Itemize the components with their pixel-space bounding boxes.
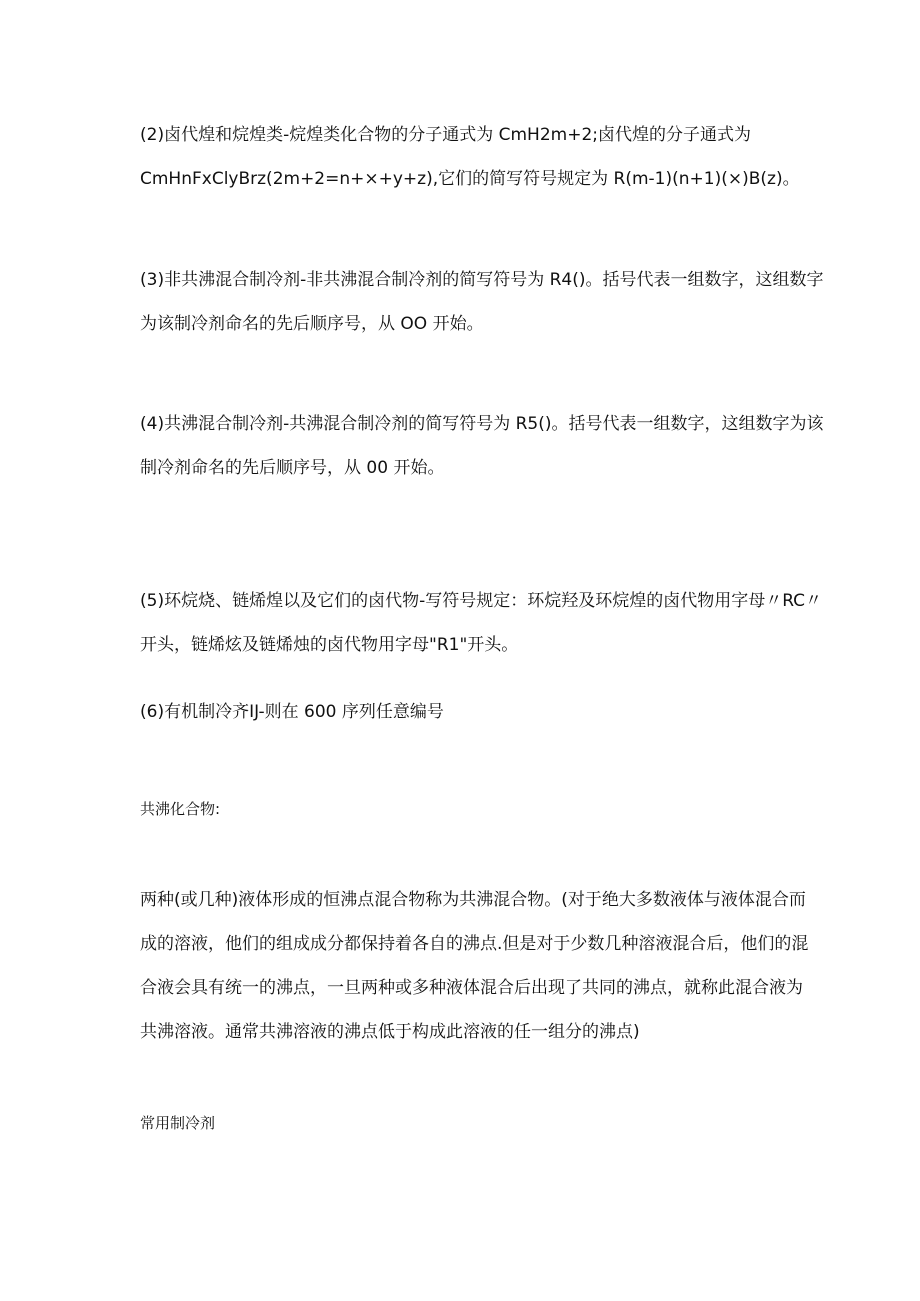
paragraph-line: (6)有机制冷齐IJ-则在 600 序列任意编号 xyxy=(140,702,444,722)
paragraph-line: 制冷剂命名的先后顺序号，从 00 开始。 xyxy=(140,458,445,478)
paragraph-azeotropic-mixture xyxy=(140,402,880,490)
paragraph-line: CmHnFxClyBrz(2m+2=n+×+y+z),它们的简写符号规定为 R(m-1)(n+1)(×)B(z)。 xyxy=(140,169,800,189)
paragraph-line: 为该制冷剂命名的先后顺序号，从 OO 开始。 xyxy=(140,314,484,334)
paragraph-line: 共沸溶液。通常共沸溶液的沸点低于构成此溶液的任一组分的沸点) xyxy=(140,1022,640,1042)
paragraph-zeotropic-mixture xyxy=(140,258,880,346)
paragraph-line: (2)卤代煌和烷煌类-烷煌类化合物的分子通式为 CmH2m+2;卤代煌的分子通式为 xyxy=(140,125,751,145)
paragraph-line: 两种(或几种)液体形成的恒沸点混合物称为共沸混合物。(对于绝大多数液体与液体混合而 xyxy=(140,890,806,910)
paragraph-cycloalkane-alkene xyxy=(140,579,880,667)
paragraph-organic-refrigerant xyxy=(140,690,880,734)
heading-common-refrigerants: 常用制冷剂 xyxy=(140,1114,216,1132)
paragraph-line: (4)共沸混合制冷剂-共沸混合制冷剂的简写符号为 R5()。括号代表一组数字，这组数字为该 xyxy=(140,414,824,434)
paragraph-azeotrope-definition xyxy=(140,878,880,1054)
paragraph-line: (3)非共沸混合制冷剂-非共沸混合制冷剂的简写符号为 R4()。括号代表一组数字，这组数字 xyxy=(140,270,824,290)
paragraph-line: 成的溶液，他们的组成成分都保持着各自的沸点.但是对于少数几种溶液混合后，他们的混 xyxy=(140,934,809,954)
paragraph-line: 开头，链烯炫及链烯烛的卤代物用字母"R1"开头。 xyxy=(140,635,519,655)
paragraph-halocarbon-alkane xyxy=(140,113,880,201)
paragraph-line: 合液会具有统一的沸点，一旦两种或多种液体混合后出现了共同的沸点，就称此混合液为 xyxy=(140,978,803,998)
paragraph-line: (5)环烷烧、链烯煌以及它们的卤代物-写符号规定：环烷羟及环烷煌的卤代物用字母〃RC〃 xyxy=(140,591,823,611)
heading-azeotrope: 共沸化合物: xyxy=(140,800,221,818)
